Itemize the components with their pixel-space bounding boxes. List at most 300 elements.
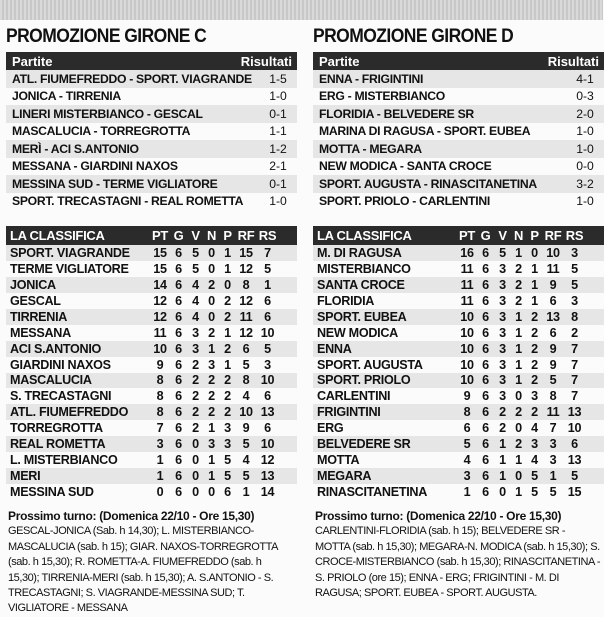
standings-cell-n: 2 — [515, 277, 522, 292]
standings-cell-rs: 6 — [264, 421, 271, 436]
standings-header-rs: RS — [565, 228, 584, 243]
standings-cell-rs: 7 — [571, 357, 578, 372]
standings-header-pt: PT — [151, 228, 168, 243]
standings-header-p: P — [530, 228, 539, 243]
standings-cell-v: 3 — [192, 341, 199, 356]
standings-cell-v: 2 — [192, 373, 199, 388]
standings-cell-g: 6 — [175, 245, 182, 260]
standings-cell-v: 0 — [192, 437, 199, 452]
standings-row — [313, 325, 604, 341]
standings-cell-n: 0 — [515, 389, 522, 404]
section-title: PROMOZIONE GIRONE D — [313, 26, 514, 47]
standings-cell-p: 2 — [224, 405, 231, 420]
standings-cell-p: 1 — [531, 277, 538, 292]
standings-cell-p: 2 — [224, 373, 231, 388]
standings-row — [313, 452, 604, 468]
standings-cell-rs: 7 — [571, 389, 578, 404]
standings-cell-rs: 6 — [571, 437, 578, 452]
standings-cell-team: ENNA — [317, 341, 352, 356]
standings-cell-n: 0 — [208, 245, 215, 260]
standings-cell-n: 1 — [208, 453, 215, 468]
standings-cell-g: 6 — [482, 453, 489, 468]
standings-cell-g: 6 — [482, 469, 489, 484]
standings-cell-n: 1 — [515, 341, 522, 356]
standings-cell-team: CARLENTINI — [317, 389, 391, 404]
standings-cell-pt: 15 — [153, 245, 167, 260]
standings-cell-team: GESCAL — [10, 293, 61, 308]
results-header-right: Risultati — [240, 53, 292, 69]
standings-cell-rf: 13 — [546, 309, 560, 324]
standings-cell-n: 2 — [208, 389, 215, 404]
standings-cell-v: 4 — [192, 277, 199, 292]
standings-cell-pt: 10 — [460, 373, 474, 388]
standings-cell-pt: 6 — [463, 421, 471, 436]
standings-cell-g: 6 — [482, 437, 489, 452]
standings-cell-team: ATL. FIUMEFREDDO — [10, 405, 129, 420]
standings-row — [313, 420, 604, 436]
standings-cell-pt: 11 — [460, 277, 474, 292]
standings-cell-n: 0 — [208, 261, 215, 276]
standings-cell-v: 0 — [192, 485, 199, 500]
standings-cell-rf: 8 — [242, 373, 250, 388]
standings-cell-rf: 12 — [239, 261, 253, 276]
standings-cell-rf: 11 — [546, 405, 560, 420]
standings-cell-pt: 12 — [153, 309, 167, 324]
standings-cell-rs: 7 — [571, 373, 578, 388]
standings-cell-rs: 5 — [264, 261, 271, 276]
standings-cell-v: 3 — [499, 309, 506, 324]
standings-cell-rs: 13 — [567, 453, 582, 468]
standings-cell-team: MASCALUCIA — [10, 373, 92, 388]
standings-cell-v: 2 — [192, 405, 199, 420]
standings-cell-rs: 7 — [264, 245, 271, 260]
standings-cell-g: 6 — [175, 277, 182, 292]
standings-cell-rs: 3 — [571, 293, 578, 308]
standings-cell-rs: 14 — [260, 485, 275, 500]
standings-cell-rs: 6 — [264, 293, 271, 308]
standings-cell-p: 1 — [224, 357, 231, 372]
standings-cell-rs: 10 — [567, 421, 582, 436]
standings-cell-p: 2 — [224, 389, 231, 404]
standings-cell-pt: 1 — [156, 469, 164, 484]
standings-cell-n: 0 — [515, 421, 522, 436]
standings-row — [6, 261, 297, 277]
standings-cell-p: 2 — [531, 309, 538, 324]
standings-cell-team: JONICA — [10, 277, 56, 292]
standings-row — [6, 293, 297, 309]
standings-row — [6, 404, 297, 420]
match-row — [313, 193, 604, 211]
next-round-fixtures: CARLENTINI-FLORIDIA (sab. h 15); BELVEDERE SR - MOTTA (sab. h 15,30); MEGARA-N. MODICA (sab. h 15,30); S. CROCE-MISTERBIANCO (sab. h 15,30); RINASCITANETINA - S. PRIOLO (ore 15); ENNA - ERG; FRIGINTINI - M. DI RAGUSA; SPORT. EUBEA - SPORT. AUGUSTA. — [315, 525, 601, 600]
standings-cell-pt: 0 — [156, 485, 164, 500]
standings-cell-n: 2 — [515, 405, 522, 420]
match-row — [6, 123, 297, 141]
standings-cell-n: 2 — [208, 325, 215, 340]
match-score: 3-2 — [576, 176, 594, 191]
standings-cell-pt: 1 — [463, 485, 471, 500]
standings-cell-team: SPORT. AUGUSTA — [317, 357, 423, 372]
match-teams: SPORT. PRIOLO - CARLENTINI — [319, 194, 490, 209]
standings-cell-team: M. DI RAGUSA — [317, 245, 402, 260]
match-row — [6, 88, 297, 106]
standings-cell-rf: 15 — [239, 245, 253, 260]
standings-cell-v: 2 — [499, 421, 506, 436]
match-teams: MESSINA SUD - TERME VIGLIATORE — [12, 176, 218, 191]
standings-cell-p: 1 — [224, 261, 231, 276]
standings-cell-team: TIRRENIA — [10, 309, 68, 324]
standings-cell-p: 2 — [531, 405, 538, 420]
standings-cell-team: REAL ROMETTA — [10, 437, 106, 452]
standings-cell-v: 3 — [499, 357, 506, 372]
girone-d-column — [313, 20, 604, 600]
standings-cell-g: 6 — [175, 437, 182, 452]
standings-cell-g: 6 — [482, 245, 489, 260]
standings-header-team: LA CLASSIFICA — [10, 228, 105, 243]
standings-cell-p: 2 — [531, 325, 538, 340]
standings-cell-rf: 6 — [549, 325, 557, 340]
standings-cell-p: 3 — [531, 437, 538, 452]
standings-cell-pt: 8 — [463, 405, 471, 420]
standings-header-n: N — [206, 228, 217, 243]
standings-cell-p: 2 — [224, 341, 231, 356]
standings-cell-team: MISTERBIANCO — [317, 261, 411, 276]
match-row — [313, 123, 604, 141]
standings-cell-p: 5 — [531, 469, 538, 484]
standings-cell-p: 0 — [531, 245, 538, 260]
standings-cell-n: 0 — [208, 293, 215, 308]
standings-cell-rs: 1 — [264, 277, 271, 292]
standings-cell-n: 1 — [208, 469, 215, 484]
standings-cell-v: 0 — [192, 453, 199, 468]
standings-cell-rf: 4 — [242, 389, 250, 404]
match-score: 1-5 — [269, 71, 287, 86]
standings-cell-n: 2 — [515, 293, 522, 308]
standings-cell-pt: 4 — [463, 453, 471, 468]
standings-cell-team: MESSINA SUD — [10, 485, 94, 500]
standings-row — [313, 293, 604, 309]
standings-cell-p: 5 — [531, 485, 538, 500]
match-teams: FLORIDIA - BELVEDERE SR — [319, 106, 474, 121]
standings-row — [6, 325, 297, 341]
standings-row — [6, 277, 297, 293]
standings-cell-rf: 10 — [239, 405, 253, 420]
standings-cell-v: 1 — [499, 437, 506, 452]
standings-row — [6, 357, 297, 373]
section-title: PROMOZIONE GIRONE C — [6, 26, 207, 47]
standings-cell-g: 6 — [482, 325, 489, 340]
standings-cell-g: 6 — [175, 389, 182, 404]
standings-cell-g: 6 — [175, 293, 182, 308]
standings-cell-rf: 10 — [546, 245, 560, 260]
standings-cell-g: 6 — [175, 421, 182, 436]
standings-cell-v: 4 — [192, 293, 199, 308]
standings-cell-pt: 10 — [460, 341, 474, 356]
standings-cell-g: 6 — [482, 405, 489, 420]
standings-cell-n: 1 — [208, 341, 215, 356]
match-row — [313, 105, 604, 123]
standings-header-rf: RF — [237, 228, 255, 243]
standings-cell-g: 6 — [175, 341, 182, 356]
standings-row — [313, 373, 604, 389]
standings-cell-rs: 5 — [571, 261, 578, 276]
standings-cell-rf: 1 — [549, 469, 557, 484]
match-teams: ERG - MISTERBIANCO — [319, 89, 445, 104]
standings-cell-n: 3 — [208, 357, 215, 372]
standings-row — [313, 261, 604, 277]
standings-cell-team: GIARDINI NAXOS — [10, 357, 111, 372]
standings-cell-v: 3 — [499, 389, 506, 404]
match-score: 1-0 — [576, 141, 594, 156]
match-score: 1-0 — [576, 124, 594, 139]
standings-cell-pt: 9 — [156, 357, 164, 372]
standings-cell-rs: 5 — [264, 341, 271, 356]
standings-cell-team: SPORT. PRIOLO — [317, 373, 411, 388]
standings-cell-team: S. TRECASTAGNI — [10, 389, 112, 404]
match-teams: MESSANA - GIARDINI NAXOS — [12, 159, 178, 174]
standings-cell-n: 1 — [515, 373, 522, 388]
standings-cell-g: 6 — [482, 421, 489, 436]
standings-cell-p: 2 — [531, 357, 538, 372]
standings-header-v: V — [498, 228, 507, 243]
standings-cell-g: 6 — [175, 325, 182, 340]
next-round-title: Prossimo turno: (Domenica 22/10 - Ore 15,30) — [8, 509, 255, 523]
standings-header-pt: PT — [458, 228, 475, 243]
standings-cell-team: RINASCITANETINA — [317, 485, 428, 500]
standings-cell-rs: 10 — [260, 325, 275, 340]
match-row — [313, 158, 604, 176]
standings-row — [313, 277, 604, 293]
standings-cell-g: 6 — [175, 485, 182, 500]
standings-cell-rs: 13 — [260, 405, 275, 420]
standings-cell-p: 1 — [531, 261, 538, 276]
standings-cell-pt: 10 — [153, 341, 167, 356]
standings-cell-rf: 9 — [549, 341, 557, 356]
standings-cell-team: ERG — [317, 421, 344, 436]
standings-cell-p: 0 — [224, 277, 231, 292]
standings-cell-g: 6 — [482, 373, 489, 388]
standings-cell-team: FRIGINTINI — [317, 405, 381, 420]
standings-cell-v: 0 — [192, 469, 199, 484]
standings-cell-p: 5 — [224, 453, 231, 468]
standings-cell-rf: 5 — [242, 469, 250, 484]
standings-cell-p: 6 — [224, 485, 231, 500]
girone-c-column — [6, 20, 297, 615]
match-teams: MERÌ - ACI S.ANTONIO — [12, 141, 139, 156]
standings-row — [6, 484, 297, 500]
standings-header-rs: RS — [258, 228, 277, 243]
standings-cell-team: BELVEDERE SR — [317, 437, 411, 452]
standings-cell-rf: 6 — [242, 341, 250, 356]
match-row — [6, 175, 297, 193]
standings-cell-rs: 6 — [264, 309, 271, 324]
standings-row — [313, 404, 604, 420]
standings-row — [313, 341, 604, 357]
standings-cell-n: 1 — [515, 245, 522, 260]
standings-cell-rf: 9 — [549, 277, 557, 292]
standings-header-v: V — [191, 228, 200, 243]
standings-cell-g: 6 — [175, 373, 182, 388]
next-round — [313, 509, 604, 601]
standings-cell-n: 2 — [208, 405, 215, 420]
next-round-fixtures: GESCAL-JONICA (Sab. h 14,30); L. MISTERBIANCO-MASCALUCIA (sab. h 15); GIAR. NAXOS-TORREGROTTA (sab. h 15,30); R. ROMETTA-A. FIUMEFREDDO (sab. h 15,30); TIRRENIA-MERI (sab. h 15,30); A. S.ANTONIO - S. TRECASTAGNI; S. VIAGRANDE-MESSINA SUD; T. VIGLIATORE - MESSANA — [8, 525, 278, 615]
standings-header-team: LA CLASSIFICA — [317, 228, 412, 243]
standings-cell-rs: 13 — [567, 405, 582, 420]
standings-cell-rf: 8 — [549, 389, 557, 404]
standings-cell-n: 1 — [515, 309, 522, 324]
standings-cell-v: 5 — [499, 245, 506, 260]
standings-cell-p: 4 — [531, 453, 538, 468]
standings-header — [313, 226, 604, 245]
match-row — [313, 70, 604, 88]
standings-row — [6, 373, 297, 389]
standings-cell-rf: 5 — [242, 357, 250, 372]
standings-header-g: G — [173, 228, 184, 243]
standings-cell-rf: 7 — [549, 421, 557, 436]
standings-cell-v: 2 — [192, 389, 199, 404]
standings-row — [6, 468, 297, 484]
results-header — [313, 52, 604, 70]
standings-cell-n: 1 — [515, 325, 522, 340]
standings-cell-p: 1 — [224, 245, 231, 260]
standings-cell-pt: 11 — [460, 261, 474, 276]
match-row — [6, 140, 297, 158]
standings-cell-v: 2 — [192, 357, 199, 372]
standings-cell-rf: 5 — [242, 437, 250, 452]
standings-cell-team: NEW MODICA — [317, 325, 398, 340]
standings-cell-team: FLORIDIA — [317, 293, 375, 308]
standings-cell-pt: 9 — [463, 389, 471, 404]
standings-cell-rs: 3 — [264, 357, 271, 372]
standings-row — [313, 357, 604, 373]
standings-cell-rf: 11 — [239, 309, 253, 324]
standings-row — [6, 309, 297, 325]
standings-cell-v: 5 — [192, 245, 199, 260]
standings-cell-rs: 7 — [571, 341, 578, 356]
standings-cell-team: MOTTA — [317, 453, 360, 468]
standings-cell-v: 4 — [192, 309, 199, 324]
standings-cell-v: 0 — [499, 485, 506, 500]
standings-cell-team: L. MISTERBIANCO — [10, 453, 118, 468]
standings-cell-n: 2 — [208, 277, 215, 292]
standings-cell-pt: 8 — [156, 373, 164, 388]
standings-cell-pt: 10 — [460, 309, 474, 324]
match-teams: MASCALUCIA - TORREGROTTA — [12, 124, 191, 139]
standings-table — [6, 245, 297, 500]
match-teams: LINERI MISTERBIANCO - GESCAL — [12, 106, 203, 121]
standings-cell-pt: 14 — [153, 277, 167, 292]
match-teams: MARINA DI RAGUSA - SPORT. EUBEA — [319, 124, 531, 139]
standings-cell-rf: 6 — [549, 293, 557, 308]
match-teams: NEW MODICA - SANTA CROCE — [319, 159, 492, 174]
standings-cell-v: 3 — [499, 293, 506, 308]
standings-cell-n: 3 — [208, 437, 215, 452]
standings-row — [313, 484, 604, 500]
match-row — [313, 140, 604, 158]
standings-cell-rf: 12 — [239, 293, 253, 308]
standings-cell-team: SANTA CROCE — [317, 277, 405, 292]
results-header-left: Partite — [319, 53, 360, 69]
match-score: 0-1 — [269, 176, 287, 191]
standings-cell-team: MERI — [10, 469, 41, 484]
standings-row — [6, 436, 297, 452]
standings-cell-p: 1 — [224, 325, 231, 340]
match-row — [6, 193, 297, 211]
standings-cell-v: 3 — [192, 325, 199, 340]
match-teams: SPORT. AUGUSTA - RINASCITANETINA — [319, 176, 537, 191]
standings-cell-team: TERME VIGLIATORE — [10, 261, 129, 276]
match-row — [6, 105, 297, 123]
standings-cell-n: 1 — [208, 421, 215, 436]
standings-cell-pt: 8 — [156, 405, 164, 420]
standings-cell-pt: 7 — [156, 421, 164, 436]
results-header — [6, 52, 297, 70]
match-score: 2-1 — [269, 159, 287, 174]
standings-cell-v: 2 — [499, 405, 506, 420]
results-list — [6, 70, 297, 210]
standings-cell-g: 6 — [175, 261, 182, 276]
standings-cell-pt: 3 — [156, 437, 164, 452]
standings-cell-team: SPORT. EUBEA — [317, 309, 407, 324]
standings-header — [6, 226, 297, 245]
standings-cell-g: 6 — [482, 341, 489, 356]
standings-row — [313, 436, 604, 452]
standings-cell-p: 2 — [224, 293, 231, 308]
standings-cell-pt: 15 — [153, 261, 167, 276]
match-score: 0-0 — [576, 159, 594, 174]
standings-cell-rf: 4 — [242, 453, 250, 468]
results-list — [313, 70, 604, 210]
standings-cell-rs: 5 — [571, 277, 578, 292]
standings-header-p: P — [223, 228, 232, 243]
standings-cell-rs: 8 — [571, 309, 578, 324]
match-score: 1-0 — [576, 194, 594, 209]
standings-cell-g: 6 — [482, 293, 489, 308]
standings-row — [6, 341, 297, 357]
standings-cell-p: 3 — [224, 437, 231, 452]
match-row — [6, 70, 297, 88]
standings-cell-team: MEGARA — [317, 469, 372, 484]
match-score: 1-0 — [269, 89, 287, 104]
standings-header-n: N — [513, 228, 524, 243]
standings-cell-p: 2 — [531, 373, 538, 388]
results-header-right: Risultati — [547, 53, 599, 69]
standings-cell-rf: 1 — [242, 485, 250, 500]
match-score: 2-0 — [576, 106, 594, 121]
standings-cell-v: 3 — [499, 373, 506, 388]
standings-cell-v: 1 — [499, 453, 506, 468]
standings-cell-pt: 1 — [156, 453, 164, 468]
match-teams: JONICA - TIRRENIA — [12, 89, 121, 104]
standings-cell-rf: 9 — [242, 421, 250, 436]
match-score: 0-3 — [576, 89, 594, 104]
standings-cell-pt: 10 — [460, 357, 474, 372]
standings-cell-g: 6 — [175, 357, 182, 372]
standings-cell-rs: 15 — [567, 485, 582, 500]
standings-cell-v: 3 — [499, 277, 506, 292]
standings-cell-rf: 11 — [546, 261, 560, 276]
match-teams: SPORT. TRECASTAGNI - REAL ROMETTA — [12, 194, 244, 209]
standings-cell-g: 6 — [482, 357, 489, 372]
standings-cell-rs: 12 — [260, 453, 275, 468]
standings-cell-rs: 3 — [571, 245, 578, 260]
match-score: 1-1 — [269, 124, 287, 139]
standings-cell-n: 2 — [515, 261, 522, 276]
standings-cell-pt: 10 — [460, 325, 474, 340]
match-teams: ENNA - FRIGINTINI — [319, 71, 424, 86]
page-header-strip — [0, 0, 603, 20]
standings-cell-p: 4 — [531, 421, 538, 436]
standings-cell-g: 6 — [482, 309, 489, 324]
